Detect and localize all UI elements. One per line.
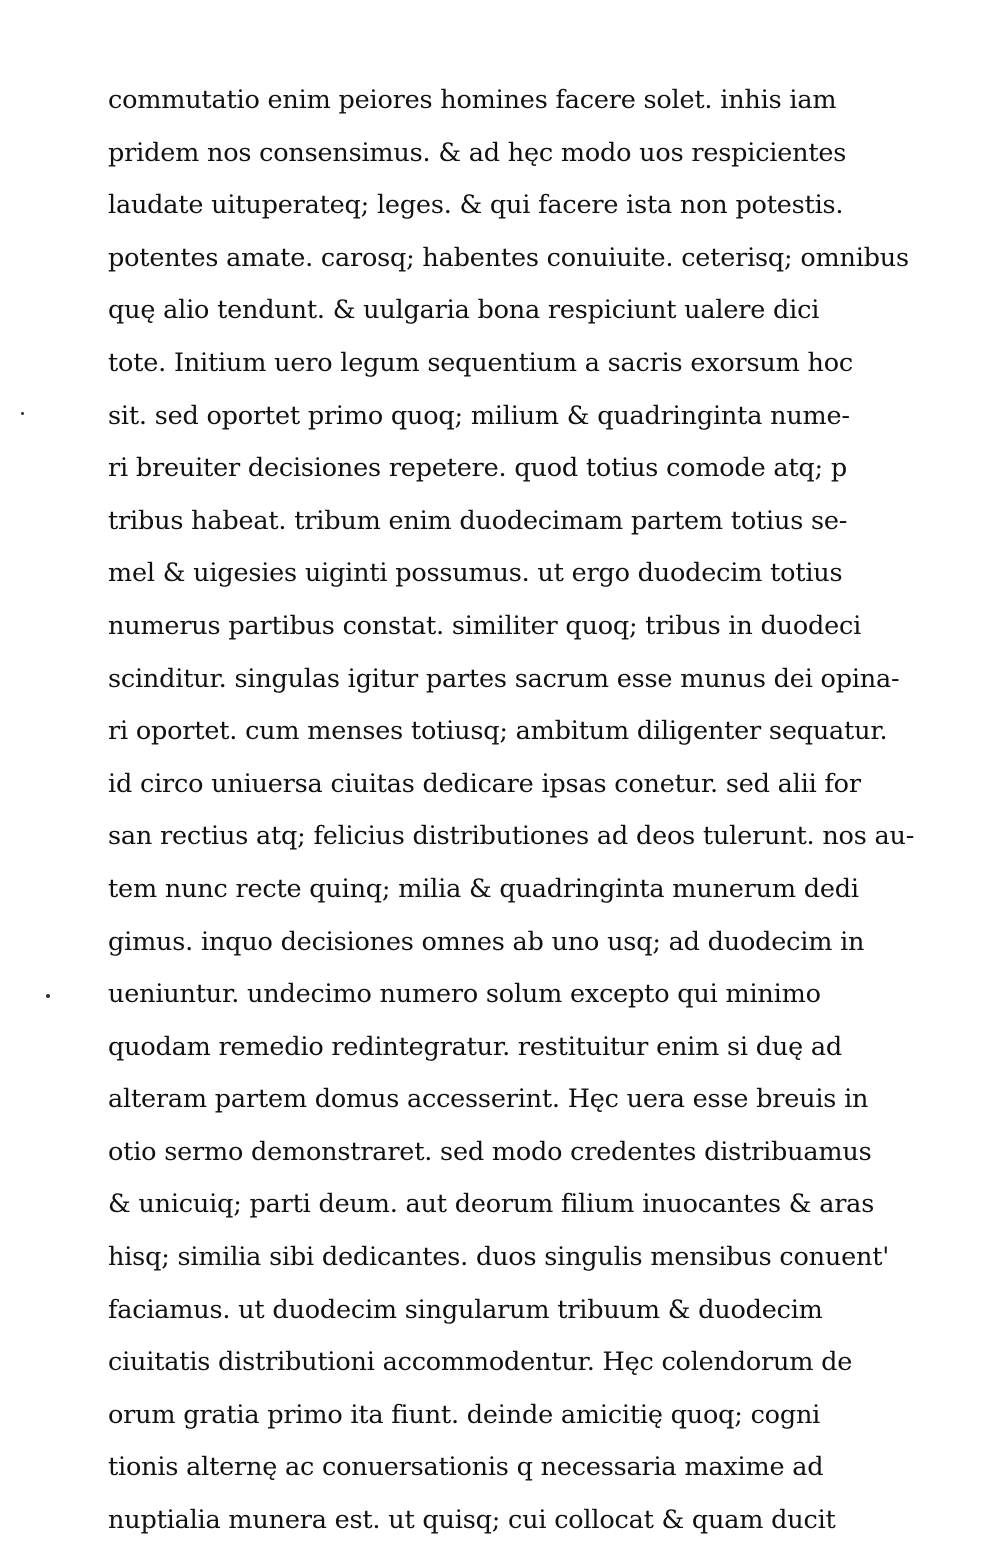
manuscript-line: & unicuiq; parti deum. aut deorum filium inuocantes & aras	[108, 1189, 875, 1220]
manuscript-line: orum gratia primo ita fiunt. deinde amicitię quoq; cogni	[108, 1399, 821, 1430]
manuscript-line: laudate uituperateq; leges. & qui facere ista non potestis.	[108, 190, 844, 221]
manuscript-line: hisq; similia sibi dedicantes. duos singulis mensibus conuent'	[108, 1242, 890, 1273]
manuscript-line: quę alio tendunt. & uulgaria bona respiciunt ualere dici	[108, 295, 820, 326]
manuscript-line: id circo uniuersa ciuitas dedicare ipsas conetur. sed alii for	[108, 768, 861, 799]
manuscript-line: sit. sed oportet primo quoq; milium & quadringinta nume-	[108, 400, 850, 431]
manuscript-line: commutatio enim peiores homines facere solet. inhis iam	[108, 85, 837, 115]
manuscript-line: scinditur. singulas igitur partes sacrum esse munus dei opina-	[108, 663, 900, 694]
manuscript-line: tote. Initium uero legum sequentium a sacris exorsum hoc	[108, 347, 853, 378]
manuscript-line: potentes amate. carosq; habentes conuiuite. ceterisq; omnibus	[108, 242, 909, 273]
manuscript-text-block	[108, 74, 946, 1547]
manuscript-line: mel & uigesies uiginti possumus. ut ergo duodecim totius	[108, 558, 843, 589]
manuscript-line: gimus. inquo decisiones omnes ab uno usq; ad duodecim in	[108, 926, 865, 957]
manuscript-line: tionis alternę ac conuersationis q necessaria maxime ad	[108, 1452, 824, 1483]
manuscript-line: alteram partem domus accesserint. Hęc uera esse breuis in	[108, 1084, 869, 1115]
manuscript-line: tribus habeat. tribum enim duodecimam partem totius se-	[108, 505, 848, 536]
manuscript-line: ri breuiter decisiones repetere. quod totius comode atq; p	[108, 453, 847, 484]
manuscript-line: pridem nos consensimus. & ad hęc modo uos respicientes	[108, 137, 847, 168]
manuscript-line: san rectius atq; felicius distributiones ad deos tulerunt. nos au-	[108, 821, 915, 852]
manuscript-line: otio sermo demonstraret. sed modo credentes distribuamus	[108, 1136, 872, 1167]
manuscript-line: quodam remedio redintegratur. restituitur enim si duę ad	[108, 1031, 843, 1062]
margin-dot	[21, 412, 24, 415]
manuscript-line: tem nunc recte quinq; milia & quadringinta munerum dedi	[108, 873, 859, 904]
margin-dot	[46, 994, 50, 998]
manuscript-line: ri oportet. cum menses totiusq; ambitum diligenter sequatur.	[108, 716, 888, 747]
manuscript-line: nuptialia munera est. ut quisq; cui collocat & quam ducit	[108, 1505, 836, 1536]
manuscript-line: faciamus. ut duodecim singularum tribuum & duodecim	[108, 1294, 823, 1325]
manuscript-line: ueniuntur. undecimo numero solum excepto qui minimo	[108, 979, 821, 1010]
manuscript-line: numerus partibus constat. similiter quoq; tribus in duodeci	[108, 610, 862, 641]
manuscript-line: ciuitatis distributioni accommodentur. Hęc colendorum de	[108, 1347, 853, 1378]
